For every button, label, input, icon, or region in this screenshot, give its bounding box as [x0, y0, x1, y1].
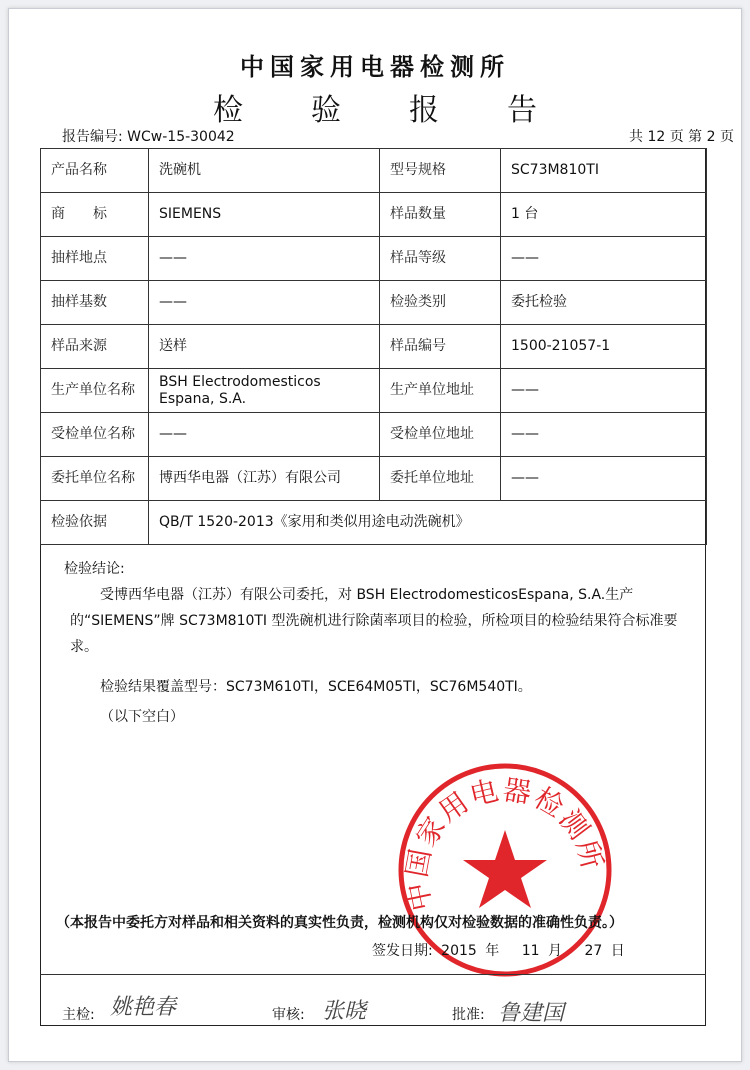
report-title: 检验报告: [213, 93, 605, 128]
issue-month-unit: 月: [548, 943, 562, 959]
conclusion-title: 检验结论:: [64, 561, 125, 577]
row-value: SC73M810TI: [501, 149, 707, 193]
disclaimer-note: （本报告中委托方对样品和相关资料的真实性负责，检测机构仅对检验数据的准确性负责。）: [56, 915, 623, 931]
row-value: 送样: [149, 325, 380, 369]
signature-divider: [40, 974, 706, 975]
row-value: ——: [149, 237, 380, 281]
basis-label: 检验依据: [41, 501, 149, 545]
row-label: 产品名称: [41, 149, 149, 193]
row-value: 委托检验: [501, 281, 707, 325]
report-number: 报告编号: WCw-15-30042: [62, 129, 235, 145]
row-label: 商 标: [41, 193, 149, 237]
issue-day: 27: [584, 943, 603, 959]
table-row: [41, 325, 707, 369]
row-label: 样品数量: [380, 193, 501, 237]
issue-day-unit: 日: [610, 943, 625, 959]
row-label: 抽样基数: [41, 281, 149, 325]
row-value: 1 台: [501, 193, 707, 237]
table-row: [41, 281, 707, 325]
row-value: BSH Electrodomesticos Espana, S.A.: [149, 369, 380, 413]
chief-label: 主检:: [62, 1007, 95, 1023]
issue-date: [372, 940, 629, 960]
table-row: [41, 413, 707, 457]
row-label: 委托单位名称: [41, 457, 149, 501]
conclusion-paragraph: 受博西华电器（江苏）有限公司委托，对 BSH ElectrodomesticosEspana, S.A.生产的“SIEMENS”牌 SC73M810TI 型洗碗机进行除菌率项目的检验，所检项目的检验结果符合标准要求。: [70, 587, 678, 655]
approver-label: 批准:: [452, 1007, 485, 1023]
row-label: 委托单位地址: [380, 457, 501, 501]
page-count: 共 12 页 第 2 页: [629, 129, 734, 145]
basis-row: [41, 501, 707, 545]
row-value: ——: [501, 457, 707, 501]
row-value: SIEMENS: [149, 193, 380, 237]
row-value: 博西华电器（江苏）有限公司: [149, 457, 380, 501]
row-label: 抽样地点: [41, 237, 149, 281]
reviewer-label: 审核:: [272, 1007, 305, 1023]
info-table: [40, 148, 707, 545]
row-value: 洗碗机: [149, 149, 380, 193]
issue-date-label: 签发日期:: [372, 943, 433, 959]
seal-text: 中国家用电器检测所: [400, 772, 610, 914]
row-value: ——: [149, 281, 380, 325]
row-label: 受检单位名称: [41, 413, 149, 457]
table-row: [41, 149, 707, 193]
blank-below-note: （以下空白）: [100, 709, 184, 725]
table-row: [41, 237, 707, 281]
row-label: 型号规格: [380, 149, 501, 193]
table-row: [41, 457, 707, 501]
row-label: 样品等级: [380, 237, 501, 281]
row-label: 受检单位地址: [380, 413, 501, 457]
institute-title: 中国家用电器检测所: [240, 53, 510, 81]
row-value: ——: [149, 413, 380, 457]
coverage-models: 检验结果覆盖型号：SC73M610TI，SCE64M05TI，SC76M540TI。: [100, 679, 532, 695]
issue-year: 2015: [441, 943, 477, 959]
reviewer-signature: 张晓: [322, 999, 367, 1024]
issue-year-unit: 年: [485, 943, 500, 959]
row-label: 检验类别: [380, 281, 501, 325]
issue-month: 11: [521, 943, 540, 959]
table-row: [41, 193, 707, 237]
row-label: 生产单位地址: [380, 369, 501, 413]
row-label: 样品来源: [41, 325, 149, 369]
row-value: ——: [501, 369, 707, 413]
row-label: 样品编号: [380, 325, 501, 369]
table-row: [41, 369, 707, 413]
basis-value: QB/T 1520-2013《家用和类似用途电动洗碗机》: [149, 501, 707, 545]
chief-signature: 姚艳春: [110, 995, 177, 1020]
approver-signature: 鲁建国: [498, 1001, 565, 1026]
row-label: 生产单位名称: [41, 369, 149, 413]
row-value: 1500-21057-1: [501, 325, 707, 369]
row-value: ——: [501, 413, 707, 457]
seal-star-icon: [463, 830, 547, 908]
row-value: ——: [501, 237, 707, 281]
